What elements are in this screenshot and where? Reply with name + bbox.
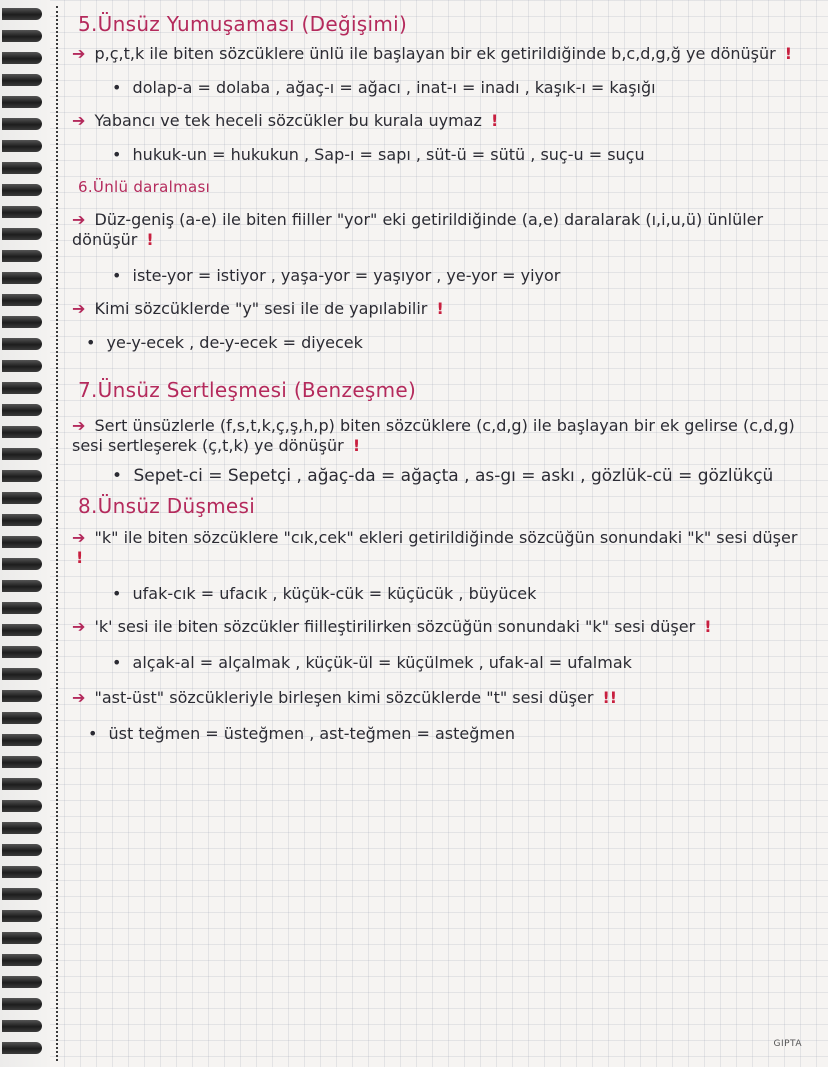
exclamation-mark: ! [490, 111, 499, 130]
spiral-coil [2, 228, 42, 240]
spiral-coil [2, 646, 42, 658]
bullet-icon: • [112, 653, 122, 672]
rule [72, 528, 808, 568]
spiral-coil [2, 272, 42, 284]
spiral-coil [2, 514, 42, 526]
spiral-coil [2, 624, 42, 636]
example-line [112, 466, 808, 486]
example-text: hukuk-un = hukukun , Sap-ı = sapı , süt-ü = sütü , suç-u = suçu [132, 145, 645, 164]
spiral-coil [2, 734, 42, 746]
spiral-coil [2, 8, 42, 20]
spiral-coil [2, 844, 42, 856]
arrow-icon: ➔ [72, 528, 86, 547]
spiral-coil [2, 822, 42, 834]
rule [72, 617, 808, 637]
section-heading: 5.Ünsüz Yumuşaması (Değişimi) [78, 12, 408, 36]
rule [72, 44, 808, 64]
spiral-coil [2, 580, 42, 592]
example-line [112, 584, 808, 603]
spiral-coil [2, 756, 42, 768]
spiral-coil [2, 866, 42, 878]
exclamation-mark: ! [784, 44, 793, 63]
spiral-coil [2, 602, 42, 614]
spiral-coil [2, 118, 42, 130]
arrow-icon: ➔ [72, 617, 86, 636]
rule-text: 'k' sesi ile biten sözcükler fiilleştirilirken sözcüğün sonundaki "k" sesi düşer [94, 617, 696, 636]
spiral-coil [2, 30, 42, 42]
example-text: ye-y-ecek , de-y-ecek = diyecek [106, 333, 363, 352]
spiral-coil [2, 492, 42, 504]
rule [72, 210, 808, 250]
rule-text: "ast-üst" sözcükleriyle birleşen kimi sözcüklerde "t" sesi düşer [94, 688, 594, 707]
perforation-line [56, 6, 60, 1061]
example-text: dolap-a = dolaba , ağaç-ı = ağacı , inat-ı = inadı , kaşık-ı = kaşığı [132, 78, 656, 97]
spiral-coil [2, 360, 42, 372]
example-line [112, 78, 808, 97]
spiral-coil [2, 778, 42, 790]
bullet-icon: • [88, 724, 98, 743]
rule-text: Sert ünsüzlerle (f,s,t,k,ç,ş,h,p) biten sözcüklere (c,d,g) ile başlayan bir ek gelirse (c,d,g) sesi sertleşerek (ç,t,k) ye dönüşür [72, 416, 795, 455]
notes-content [72, 12, 808, 743]
spiral-coil [2, 206, 42, 218]
spiral-coil [2, 338, 42, 350]
exclamation-mark: ! [76, 548, 84, 567]
spiral-coil [2, 162, 42, 174]
exclamation-mark: ! [146, 230, 154, 249]
spiral-coil [2, 954, 42, 966]
arrow-icon: ➔ [72, 111, 86, 130]
spiral-coil [2, 998, 42, 1010]
spiral-coil [2, 140, 42, 152]
example-text: Sepet-ci = Sepetçi , ağaç-da = ağaçta , as-gı = askı , gözlük-cü = gözlükçü [133, 466, 774, 486]
example-line [112, 266, 808, 285]
spiral-coil [2, 184, 42, 196]
spiral-coil [2, 404, 42, 416]
spiral-coil [2, 294, 42, 306]
spiral-coil [2, 250, 42, 262]
spiral-coil [2, 1042, 42, 1054]
example-text: üst teğmen = üsteğmen , ast-teğmen = asteğmen [108, 724, 515, 743]
rule [72, 111, 808, 131]
spiral-coil [2, 690, 42, 702]
spiral-coil [2, 976, 42, 988]
section-heading: 6.Ünlü daralması [78, 178, 211, 196]
spiral-coil [2, 558, 42, 570]
spiral-coil [2, 536, 42, 548]
spiral-coil [2, 888, 42, 900]
rule [72, 688, 808, 708]
arrow-icon: ➔ [72, 299, 86, 318]
exclamation-mark: ! [436, 299, 444, 318]
spiral-coil [2, 448, 42, 460]
bullet-icon: • [112, 266, 122, 285]
example-text: alçak-al = alçalmak , küçük-ül = küçülmek , ufak-al = ufalmak [132, 653, 632, 672]
arrow-icon: ➔ [72, 44, 86, 63]
spiral-coil [2, 52, 42, 64]
spiral-coil [2, 74, 42, 86]
spiral-coil [2, 910, 42, 922]
spiral-binding [0, 0, 50, 1067]
example-text: ufak-cık = ufacık , küçük-cük = küçücük , büyücek [132, 584, 537, 603]
spiral-coil [2, 932, 42, 944]
example-text: iste-yor = istiyor , yaşa-yor = yaşıyor , ye-yor = yiyor [132, 266, 561, 285]
bullet-icon: • [86, 333, 96, 352]
watermark-logo: GIPTA [773, 1039, 802, 1049]
example-line [88, 724, 808, 743]
bullet-icon: • [112, 584, 122, 603]
spiral-coil [2, 1020, 42, 1032]
bullet-icon: • [112, 145, 122, 164]
arrow-icon: ➔ [72, 416, 86, 435]
example-line [112, 145, 808, 164]
rule-text: Yabancı ve tek heceli sözcükler bu kurala uymaz [94, 111, 482, 130]
example-line [86, 333, 808, 352]
rule [72, 299, 808, 319]
arrow-icon: ➔ [72, 688, 86, 707]
rule [72, 416, 808, 456]
spiral-coil [2, 470, 42, 482]
spiral-coil [2, 712, 42, 724]
rule-text: Düz-geniş (a-e) ile biten fiiller "yor" eki getirildiğinde (a,e) daralarak (ı,i,u,ü) ünlüler dönüşür [72, 210, 764, 249]
section-heading: 7.Ünsüz Sertleşmesi (Benzeşme) [78, 378, 417, 402]
rule-text: "k" ile biten sözcüklere "cık,cek" ekleri getirildiğinde sözcüğün sonundaki "k" sesi düşer [94, 528, 798, 547]
spiral-coil [2, 316, 42, 328]
spiral-coil [2, 668, 42, 680]
spiral-coil [2, 800, 42, 812]
exclamation-mark: !! [602, 688, 618, 707]
section-heading: 8.Ünsüz Düşmesi [78, 494, 256, 518]
spiral-coil [2, 426, 42, 438]
rule-text: p,ç,t,k ile biten sözcüklere ünlü ile başlayan bir ek getirildiğinde b,c,d,g,ğ ye dönüşür [94, 44, 776, 63]
exclamation-mark: ! [352, 436, 361, 455]
bullet-icon: • [112, 466, 123, 486]
rule-text: Kimi sözcüklerde "y" sesi ile de yapılabilir [94, 299, 428, 318]
exclamation-mark: ! [704, 617, 712, 636]
example-line [112, 653, 808, 672]
spiral-coil [2, 96, 42, 108]
arrow-icon: ➔ [72, 210, 86, 229]
bullet-icon: • [112, 78, 122, 97]
spiral-coil [2, 382, 42, 394]
